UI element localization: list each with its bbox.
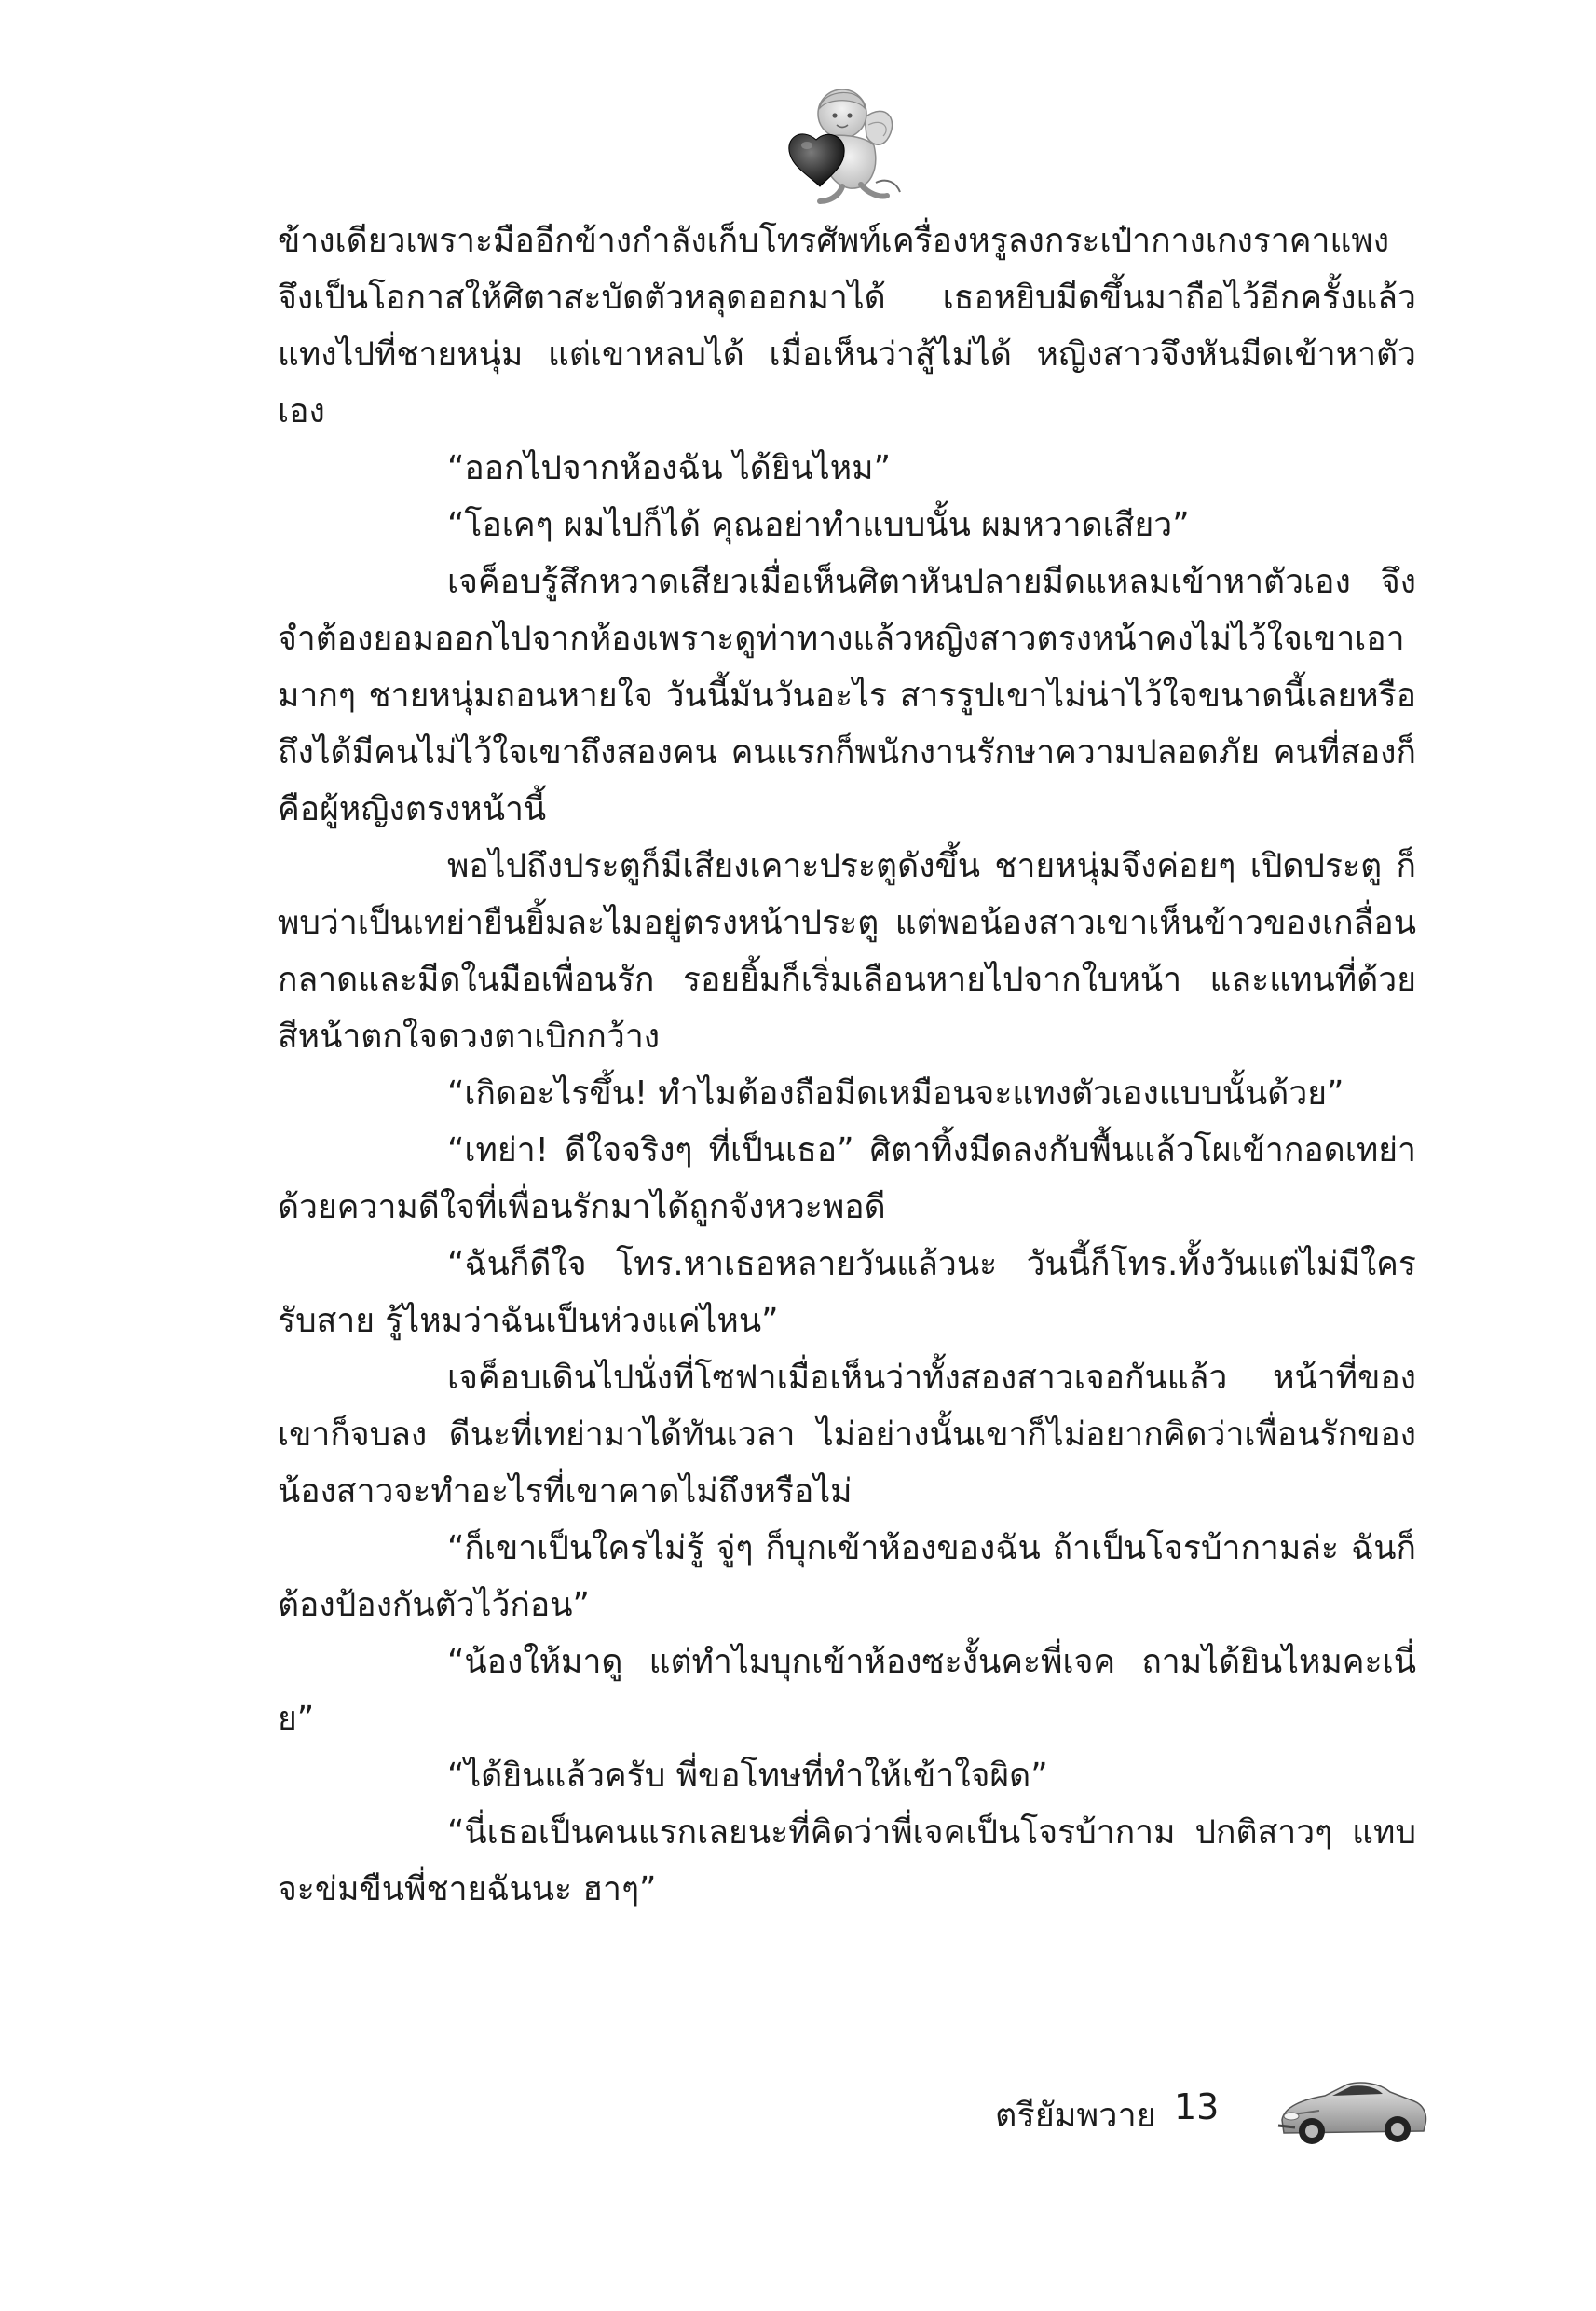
cupid-heart-icon — [783, 80, 904, 211]
paragraph: พอไปถึงประตูก็มีเสียงเคาะประตูดังขึ้น ชายหนุ่มจึงค่อยๆ เปิดประตู ก็พบว่าเป็นเทย่ายืนยิ้มละไมอยู่ตรงหน้าประตู แต่พอน้องสาวเขาเห็นข้าวของเกลื่อนกลาดและมีดในมือเพื่อนรัก รอยยิ้มก็เริ่มเลือนหายไปจากใบหน้า และแทนที่ด้วยสีหน้าตกใจดวงตาเบิกกว้าง — [278, 847, 1416, 1056]
paragraph: “ออกไปจากห้องฉัน ได้ยินไหม” — [447, 449, 891, 487]
paragraph: “เกิดอะไรขึ้น! ทำไมต้องถือมีดเหมือนจะแทงตัวเองแบบนั้นด้วย” — [447, 1074, 1344, 1113]
running-title: ตรียัมพวาย — [995, 2097, 1156, 2135]
paragraph: “ฉันก็ดีใจ โทร.หาเธอหลายวันแล้วนะ วันนี้ก็โทร.ทั้งวันแต่ไม่มีใครรับสาย รู้ไหมว่าฉันเป็นห่วงแค่ไหน” — [278, 1245, 1416, 1340]
paragraph: “ได้ยินแล้วครับ พี่ขอโทษที่ทำให้เข้าใจผิด” — [447, 1757, 1048, 1795]
sports-car-icon — [1275, 2073, 1429, 2148]
paragraph: “เทย่า! ดีใจจริงๆ ที่เป็นเธอ” ศิตาทิ้งมีดลงกับพื้นแล้วโผเข้ากอดเทย่าด้วยความดีใจที่เพื่อนรักมาได้ถูกจังหวะพอดี — [278, 1131, 1416, 1226]
paragraph: ข้างเดียวเพราะมืออีกข้างกำลังเก็บโทรศัพท์เครื่องหรูลงกระเป๋ากางเกงราคาแพง จึงเป็นโอกาสให้ศิตาสะบัดตัวหลุดออกมาได้ เธอหยิบมีดขึ้นมาถือไว้อีกครั้งแล้ว แทงไปที่ชายหนุ่ม แต่เขาหลบได้ เมื่อเห็นว่าสู้ไม่ได้ หญิงสาวจึงหันมีดเข้าหาตัวเอง — [278, 222, 1416, 431]
paragraph: เจค็อบรู้สึกหวาดเสียวเมื่อเห็นศิตาหันปลายมีดแหลมเข้าหาตัวเอง จึงจำต้องยอมออกไปจากห้องเพราะดูท่าทางแล้วหญิงสาวตรงหน้าคงไม่ไว้ใจเขาเอามากๆ ชายหนุ่มถอนหายใจ วันนี้มันวันอะไร สารรูปเขาไม่น่าไว้ใจขนาดนี้เลยหรือถึงได้มีคนไม่ไว้ใจเขาถึงสองคน คนแรกก็พนักงานรักษาความปลอดภัย คนที่สองก็คือผู้หญิงตรงหน้านี้ — [278, 563, 1416, 828]
page-footer — [0, 2073, 1596, 2157]
paragraph: “น้องให้มาดู แต่ทำไมบุกเข้าห้องซะงั้นคะพี่เจค ถามได้ยินไหมคะเนี่ย” — [278, 1643, 1416, 1738]
paragraph: “นี่เธอเป็นคนแรกเลยนะที่คิดว่าพี่เจคเป็นโจรบ้ากาม ปกติสาวๆ แทบจะข่มขืนพี่ชายฉันนะ ฮาๆ” — [278, 1813, 1416, 1908]
paragraph: “โอเคๆ ผมไปก็ได้ คุณอย่าทำแบบนั้น ผมหวาดเสียว” — [447, 506, 1190, 544]
story-body — [278, 212, 1416, 1918]
paragraph: เจค็อบเดินไปนั่งที่โซฟาเมื่อเห็นว่าทั้งสองสาวเจอกันแล้ว หน้าที่ของเขาก็จบลง ดีนะที่เทย่ามาได้ทันเวลา ไม่อย่างนั้นเขาก็ไม่อยากคิดว่าเพื่อนรักของน้องสาวจะทำอะไรที่เขาคาดไม่ถึงหรือไม่ — [278, 1359, 1416, 1511]
paragraph: “ก็เขาเป็นใครไม่รู้ จู่ๆ ก็บุกเข้าห้องของฉัน ถ้าเป็นโจรบ้ากามล่ะ ฉันก็ต้องป้องกันตัวไว้ก่อน” — [278, 1529, 1416, 1624]
page-number: 13 — [1174, 2086, 1220, 2127]
